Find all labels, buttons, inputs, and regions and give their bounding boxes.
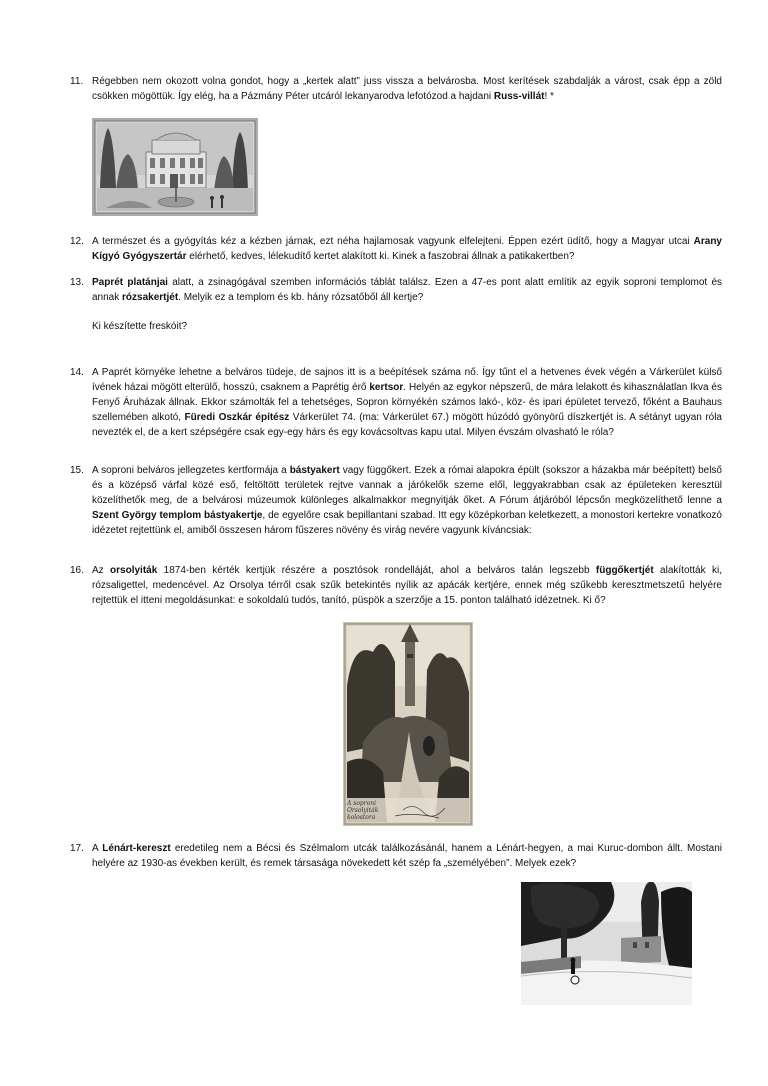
item-number: 12.	[70, 236, 84, 247]
text-run: ! *	[544, 91, 554, 102]
item-number: 14.	[70, 367, 84, 378]
item-14	[70, 365, 722, 440]
item-13	[70, 275, 722, 334]
lenart-cross-photo	[521, 882, 692, 1005]
text-run: alatt, a zsinagógával szemben információs táblát találsz. Ezen a 47-es pont alatt említik az egyik soproni templomot és annak	[92, 277, 722, 303]
item-number: 15.	[70, 465, 84, 476]
item-text	[92, 563, 722, 608]
bold-term: Russ-villát	[493, 91, 545, 102]
postcard-caption: A soproni Orsolyiták kolostora	[347, 800, 379, 821]
item-17	[70, 841, 722, 871]
item-number: 17.	[70, 843, 84, 854]
item-text	[92, 463, 722, 538]
bold-term: Szent György templom bástyakertje	[92, 510, 263, 521]
item-extra-question: Ki készítette freskóit?	[92, 321, 188, 332]
text-run: . Melyik ez a templom és kb. hány rózsatőből áll kertje?	[178, 292, 424, 303]
text-run: , de egyelőre csak bepillantani szabad. Itt egy középkorban keletkezett, a monostori kertekre vonatkozó idézetet rejtettünk el, amiből összesen három fűszeres növény és virág nevére vagyunk kíváncsiak:	[92, 510, 722, 536]
item-15	[70, 463, 722, 538]
item-text	[92, 275, 722, 334]
item-12	[70, 234, 722, 264]
bold-term: rózsakertjét	[122, 292, 179, 303]
orsolyita-garden-postcard	[343, 622, 473, 826]
bold-term: Paprét platánjai	[92, 277, 168, 288]
item-text	[92, 74, 722, 104]
bold-term: Arany Kígyó Gyógyszertár	[92, 236, 722, 262]
text-run: Várkerület 74. (ma: Várkerület 67.) mögött húzódó gyönyörű díszkertjét is. A sétányt ugyan róla nevezték el, de a kert szépségére csak egy-egy hárs és egy kovácsoltvas kapu utal. Milyen évszám olvasható le róla?	[92, 412, 722, 438]
text-run: 1874-ben kérték kertjük részére a posztósok rondelláját, ahol a belváros talán legszebb	[157, 565, 596, 576]
bold-term: Lénárt-kereszt	[102, 843, 171, 854]
text-run: Régebben nem okozott volna gondot, hogy a „kertek alatt” juss vissza a belvárosba. Most kerítések szabdalják a várost, csak épp a zöld csökken mögöttük. Így elég, ha a Pázmány Péter utcáról lekanyarodva lefotózod a hajdani	[92, 76, 722, 102]
text-run: A	[92, 843, 103, 854]
bold-term: orsolyiták	[110, 565, 158, 576]
bold-term: függőkertjét	[595, 565, 654, 576]
text-run: . Helyén az egykor népszerű, de mára lelakott és kihasználatlan Ikva és Fenyő Áruházak állnak. Ekkor számolták fel a tehetséges, Sopron környékén számos lakó-, köz- és ipari épületet tervező, főként a Bauhaus szellemében alkotó,	[92, 382, 722, 423]
item-number: 11.	[70, 76, 84, 87]
item-number: 13.	[70, 277, 84, 288]
item-text	[92, 365, 722, 440]
item-text	[92, 841, 722, 871]
text-run: alakították ki, rózsaligettel, medencével. Az Orsolya térről csak szűk betekintés nyílik az apácák kertjére, ennek még szűkebb keresztmetszetű helyére rejtettük el itteni megoldásunkat: e sokoldalú tudós, tanító, püspök a szerzője a 15. ponton található idézetnek. Ki ő?	[92, 565, 722, 606]
bold-term: bástyakert	[289, 465, 340, 476]
text-run: vagy függőkert. Ezek a római alapokra épült (sokszor a házakba már beépített) belső és a középső várfal közé eső, feltöltött területek rejtve vannak a járókelők szeme elől, leggyakrabban csak az épületeken keresztül közelíthetők meg, de a belvárosi múzeumok különleges alkalmakkor megnyitják őket. A Fórum átjáróból lépcsőn megközelíthető lenne a	[92, 465, 722, 506]
item-16	[70, 563, 722, 608]
text-run: A Paprét környéke lehetne a belváros tüdeje, de sajnos itt is a beépítések száma nő. Így tűnt el a hetvenes évek végén a Várkerület külső ívének házai mögött elterülő, hosszú, csaknem a Paprétig érő	[92, 367, 722, 393]
item-text	[92, 234, 722, 264]
text-run: A soproni belváros jellegzetes kertformája a	[92, 465, 290, 476]
item-number: 16.	[70, 565, 84, 576]
russ-villa-engraving	[92, 118, 258, 216]
bold-term: Füredi Oszkár építész	[184, 412, 290, 423]
text-run: elérhető, kedves, lélekudítő kertet alakított ki. Kinek a faszobrai állnak a patikakertben?	[186, 251, 575, 262]
text-run: Az	[92, 565, 111, 576]
item-11	[70, 74, 722, 104]
text-run: A természet és a gyógyítás kéz a kézben járnak, ezt néha hajlamosak vagyunk elfelejteni. Éppen ezért üdítő, hogy a Magyar utcai	[92, 236, 694, 247]
text-run: eredetileg nem a Bécsi és Szélmalom utcák találkozásánál, hanem a Lénárt-hegyen, a mai Kuruc-dombon állt. Mostani helyére az 1930-as években került, és remek társasága növekedett két szép fa „személyében”. Melyek ezek?	[92, 843, 722, 869]
bold-term: kertsor	[369, 382, 404, 393]
